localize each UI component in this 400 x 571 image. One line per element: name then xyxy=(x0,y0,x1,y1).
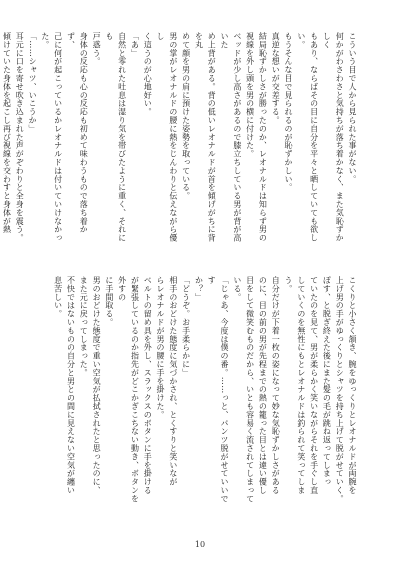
upper-text-block: こういう目で人から見られた事がない。 何かがわさわさと気持ちが落ち着かなく、また気恥ずかしく もあり、ならばその目に自分を平々と晒していても欲しい。 もうそんな目で見られるのが恥ずかしい。 真逆な想いが交差する。 結局恥ずかしさが勝ったのか、レオナルドは知らず男の 視線を外し頭を男の横に付けた。 ベッドが少し高さがあるので膝立ちしている男が背が高いた め上背がある。背の低いレオナルドが首を傾げがちに背を丸 めて顔を男の肩に預けた姿勢を取っている。 男の掌がレオナルドの腰に熱をじんわりと伝えながら優し く這うのが心地好い。 「あ」 自然と零れた吐息は湿り気を帯びたように重く、それにも 戸惑う。 身体の反応も心の反応も初めて味わうもので落ち着かず、 己に何が起こっているかレオナルドは付いていけなかった。 「……シャツ、いこうか」 耳元に口を寄せ吹き込まれた声がぞわりと全身を震う。 傾けていた身体を起こし再び視線を交わすと身体が熱 xyxy=(2,32,357,242)
page-number: 10 xyxy=(194,540,206,549)
lower-text-block: こくりと小さく頷き、腕をゆっくりとレオナルドが両腕を 上げ男の手がゆっくりとシャツを持ち上げて脱がせていく。 ぽす、と脱ぎ終えた後にまた髪の毛が跳ね返ってしまっ ていたのを見て、男が柔らかく笑いながらそれを手ぐし直 していくのを無性にもとレオナルドは釣られて笑ってしまう。 自分だけが下着一枚の姿になって妙な気恥ずかしさがある のに、目の前の男が先程までの熱の籠った目とは違い優し 目をして微笑むものだから、いとも容易く流されてしまって いる。 「じゃあ、今度は僕の番。……っと、パンツ脱がせていいです か？」 「どうぞ。お手柔らかに」 相手のおどけた態度に気づかされ、とくすりと笑いなが らレオナルドが男の腰に手を掛けた。 ベルトの留め具を外し、スラックスのボタンに手を掛ける が緊張しているのか指先がどこかぎこちない動き、ボタンを外すの に手間取る。 男のおどけた態度で重い空気が払拭されたと思ったのに、 また元に戻ってしまった。 不快ではないものの自分と男との間に見えない空気が纏い 息苦しい。 xyxy=(53,276,357,503)
